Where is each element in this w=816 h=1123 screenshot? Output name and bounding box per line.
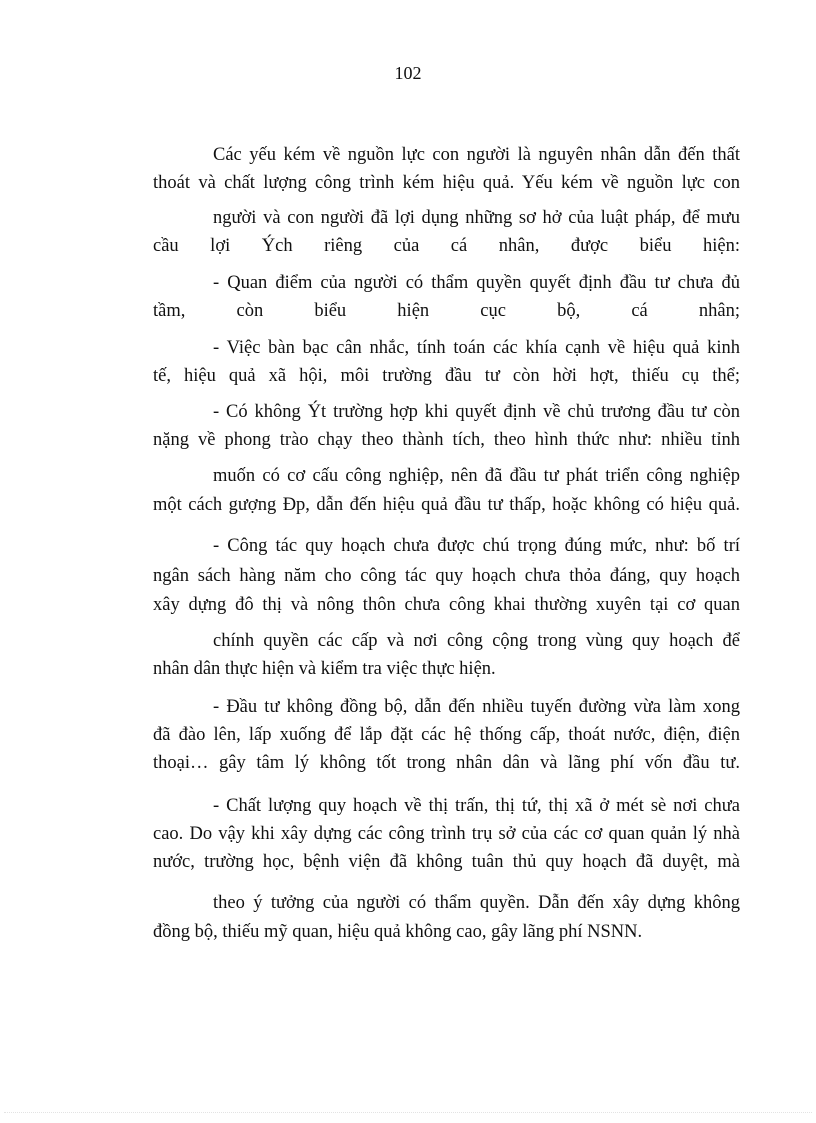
text-line: - Quan điểm của người có thẩm quyền quyết định đầu tư chưa đủ <box>213 273 740 293</box>
page-number: 102 <box>394 63 422 83</box>
text-line: người và con người đã lợi dụng những sơ hở của luật pháp, để mưu <box>213 208 740 228</box>
text-line: đã đào lên, lấp xuống để lắp đặt các hệ thống cấp, thoát nước, điện, điện <box>153 725 740 745</box>
text-line: thoát và chất lượng công trình kém hiệu quả. Yếu kém về nguồn lực con <box>153 173 740 193</box>
text-line: đồng bộ, thiếu mỹ quan, hiệu quả không cao, gây lãng phí NSNN. <box>153 922 643 942</box>
text-line: thoại… gây tâm lý không tốt trong nhân dân và lãng phí vốn đầu tư. <box>153 753 740 773</box>
text-line: tế, hiệu quả xã hội, môi trường đầu tư còn hời hợt, thiếu cụ thể; <box>153 366 740 386</box>
text-line: muốn có cơ cấu công nghiệp, nên đã đầu tư phát triển công nghiệp <box>213 466 740 486</box>
text-line: xây dựng đô thị và nông thôn chưa công khai thường xuyên tại cơ quan <box>153 595 740 615</box>
text-line: - Công tác quy hoạch chưa được chú trọng đúng mức, như: bố trí <box>213 536 740 556</box>
text-line: cao. Do vậy khi xây dựng các công trình trụ sở của các cơ quan quản lý nhà <box>153 824 740 844</box>
text-line: - Việc bàn bạc cân nhắc, tính toán các khía cạnh về hiệu quả kinh <box>213 338 740 358</box>
text-line: nhân dân thực hiện và kiểm tra việc thực hiện. <box>153 659 496 679</box>
text-line: theo ý tưởng của người có thẩm quyền. Dẫn đến xây dựng không <box>213 893 740 913</box>
text-line: - Có không Ýt trường hợp khi quyết định về chủ trương đầu tư còn <box>213 402 740 422</box>
text-line: tầm, còn biểu hiện cục bộ, cá nhân; <box>153 301 740 321</box>
page-bottom-divider <box>4 1112 812 1113</box>
text-line: một cách gượng Ðp, dẫn đến hiệu quả đầu tư thấp, hoặc không có hiệu quả. <box>153 495 740 515</box>
text-line: Các yếu kém về nguồn lực con người là nguyên nhân dẫn đến thất <box>213 145 740 165</box>
text-line: chính quyền các cấp và nơi công cộng trong vùng quy hoạch để <box>213 631 740 651</box>
text-line: cầu lợi Ých riêng của cá nhân, được biểu hiện: <box>153 236 740 256</box>
text-line: ngân sách hàng năm cho công tác quy hoạch chưa thỏa đáng, quy hoạch <box>153 566 740 586</box>
text-line: nặng về phong trào chạy theo thành tích, theo hình thức như: nhiều tỉnh <box>153 430 740 450</box>
text-line: - Đầu tư không đồng bộ, dẫn đến nhiều tuyến đường vừa làm xong <box>213 697 740 717</box>
text-line: - Chất lượng quy hoạch về thị trấn, thị tứ, thị xã ở mét sè nơi chưa <box>213 796 740 816</box>
text-line: nước, trường học, bệnh viện đã không tuân thủ quy hoạch đã duyệt, mà <box>153 852 740 872</box>
